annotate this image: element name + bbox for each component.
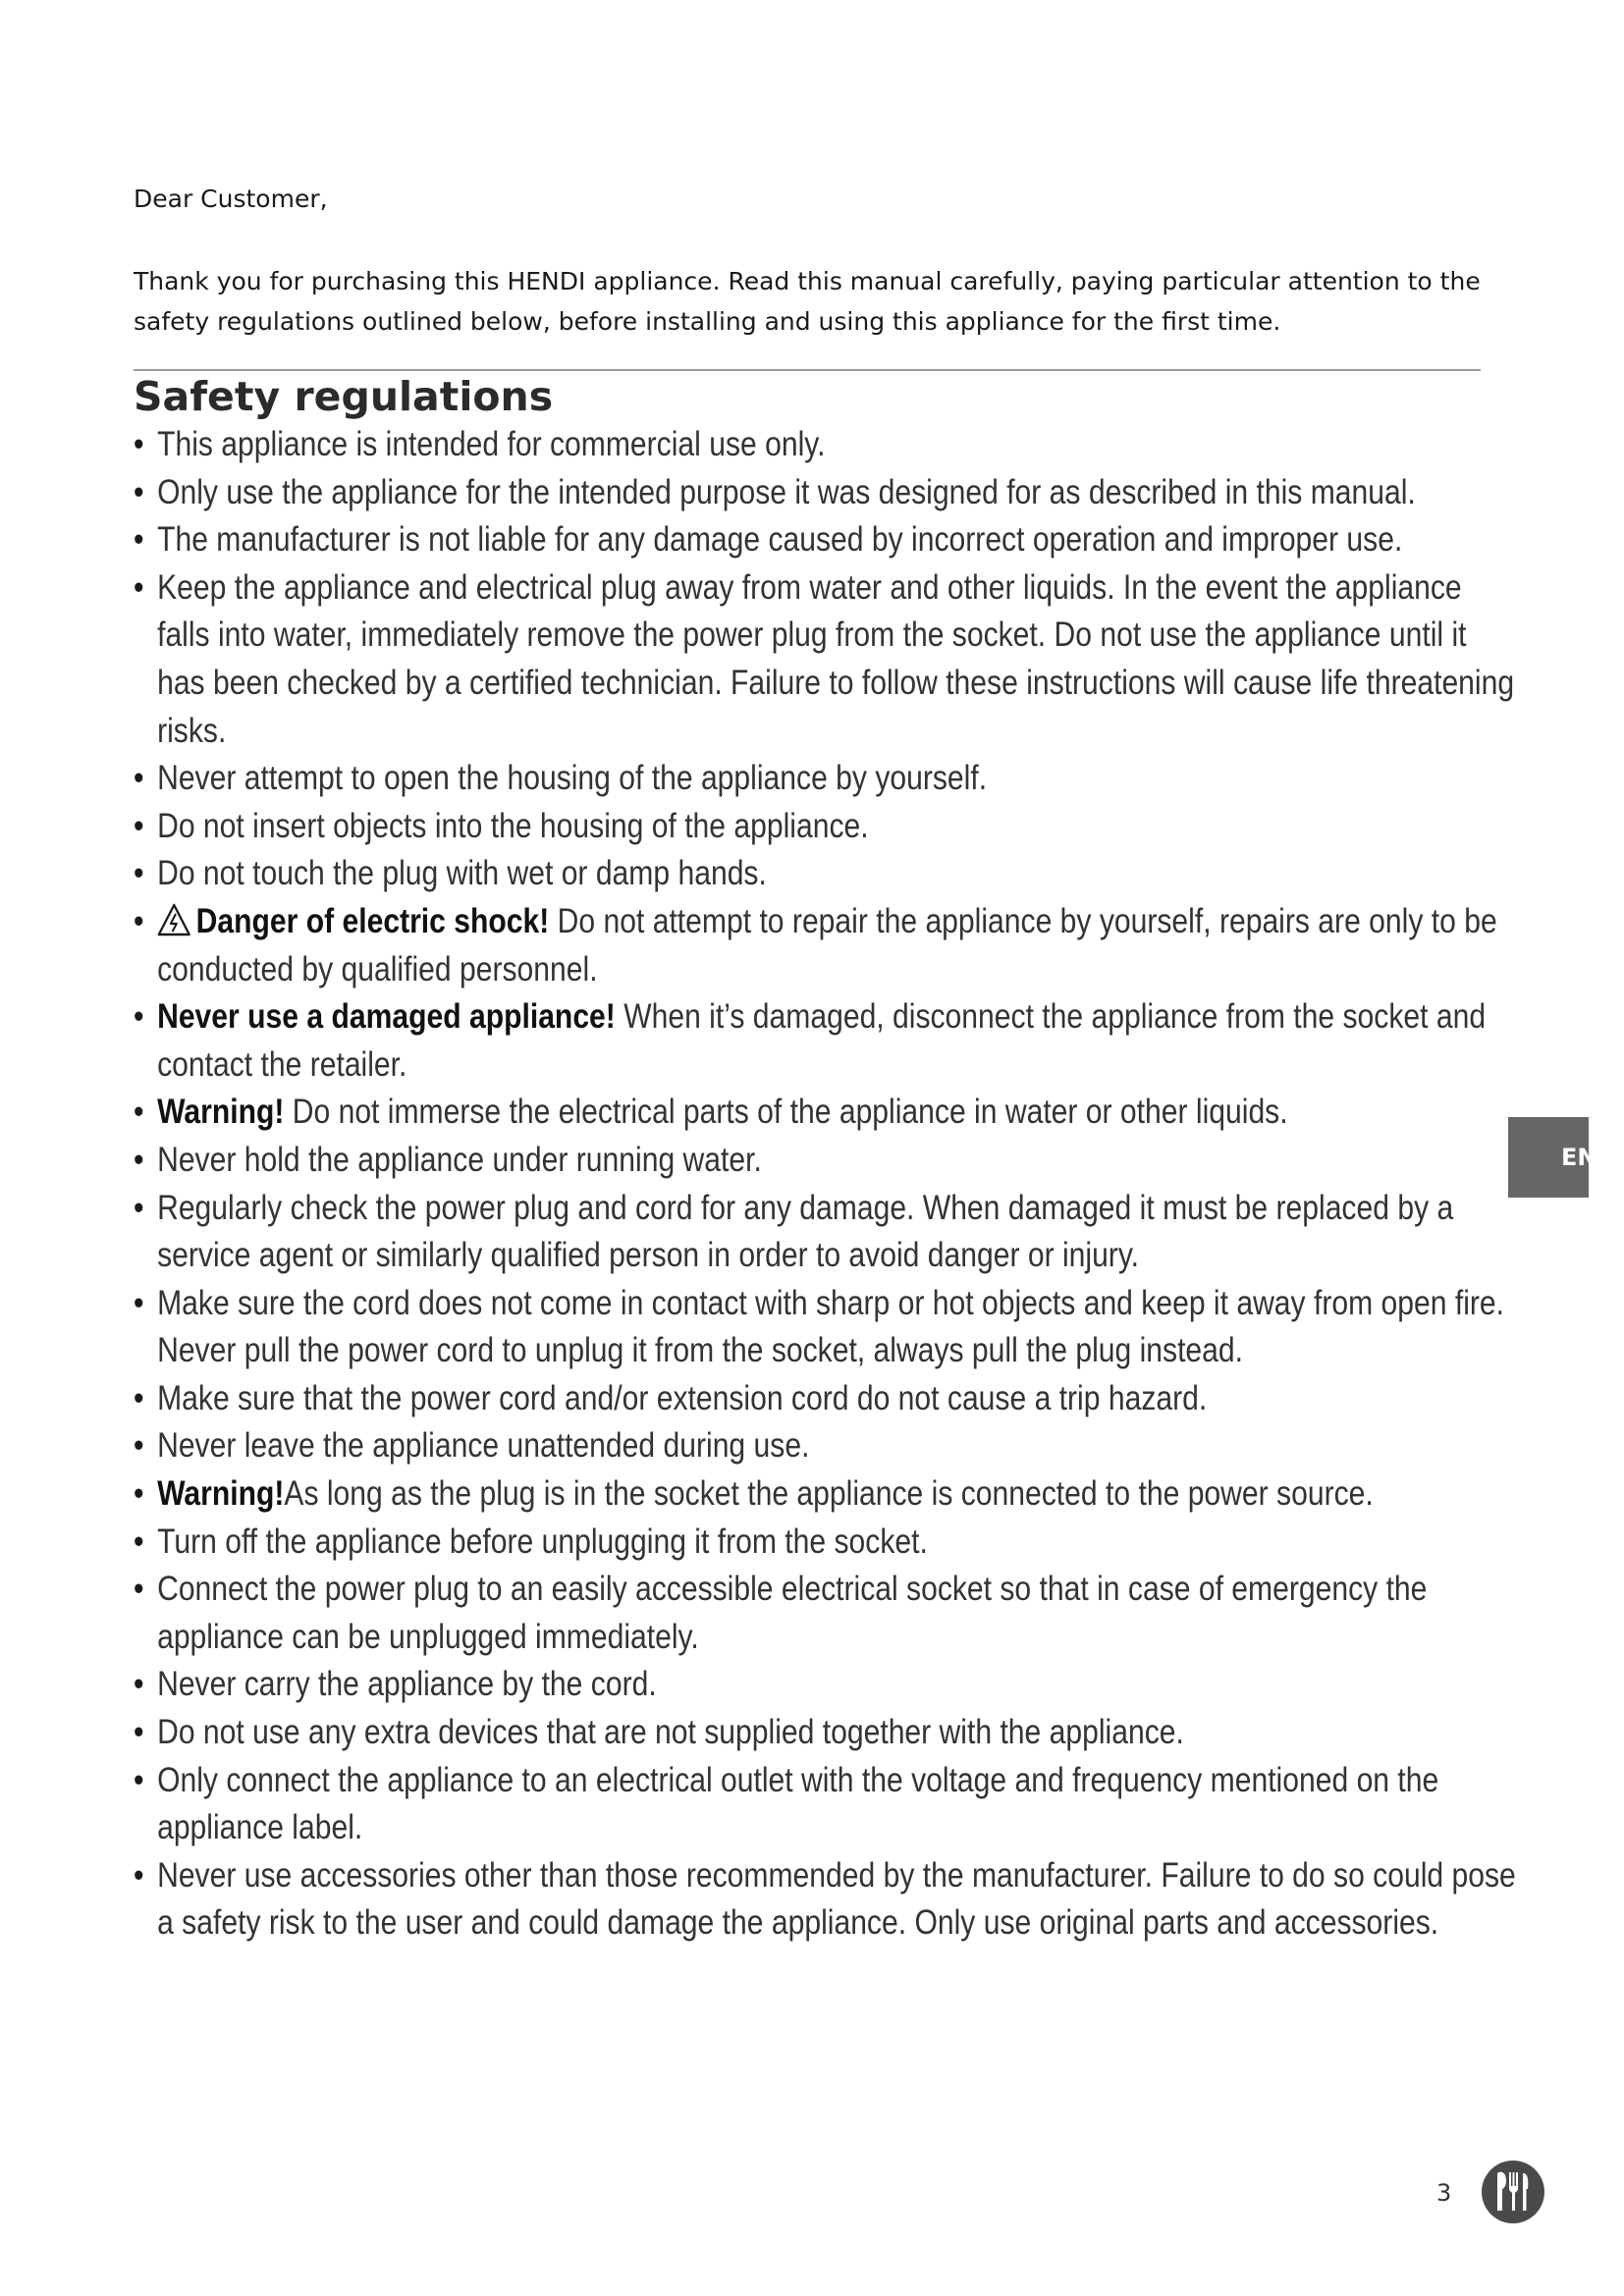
bullet: •	[134, 1140, 144, 1179]
safety-item	[134, 1089, 1518, 1137]
item-text: Make sure that the power cord and/or extension cord do not cause a trip hazard.	[157, 1378, 1208, 1417]
safety-list	[134, 421, 1518, 1948]
greeting: Dear Customer,	[134, 185, 328, 213]
safety-item	[134, 1661, 1518, 1709]
intro-paragraph: Thank you for purchasing this HENDI appliance. Read this manual carefully, paying particular attention to the safety regulations outlined below, before installing and using this appliance for the first time.	[134, 267, 1481, 336]
safety-item	[134, 1375, 1518, 1423]
item-text: Never use accessories other than those recommended by the manufacturer. Failure to do so could pose a safety risk to the user and could damage the appliance. Only use original parts and accessories.	[157, 1855, 1516, 1943]
item-text: This appliance is intended for commercial use only.	[157, 425, 826, 463]
item-emphasis: Never use a damaged appliance!	[157, 997, 616, 1037]
item-text: Do not touch the plug with wet or damp hands.	[157, 854, 767, 893]
bullet: •	[134, 567, 144, 607]
bullet: •	[134, 1570, 144, 1609]
item-text: Only connect the appliance to an electrical outlet with the voltage and frequency mentioned on the appliance label.	[157, 1760, 1439, 1847]
bullet: •	[134, 1188, 144, 1227]
safety-item	[134, 564, 1518, 755]
safety-item	[134, 1137, 1518, 1185]
bullet: •	[134, 854, 144, 893]
safety-item	[134, 1709, 1518, 1757]
item-text: Connect the power plug to an easily accessible electrical socket so that in case of emergency the appliance can be unplugged immediately.	[157, 1570, 1428, 1656]
item-emphasis: Warning!	[157, 1093, 285, 1132]
safety-item	[134, 1519, 1518, 1567]
item-text: Turn off the appliance before unplugging it from the socket.	[157, 1522, 928, 1561]
item-text: Regularly check the power plug and cord for any damage. When damaged it must be replaced by a service agent or similarly qualified person in order to avoid danger or injury.	[157, 1188, 1454, 1275]
page-number: 3	[1436, 2179, 1452, 2207]
item-text: Never carry the appliance by the cord.	[157, 1665, 657, 1704]
safety-item	[134, 1757, 1518, 1852]
item-text: Keep the appliance and electrical plug away from water and other liquids. In the event the appliance falls into water, immediately remove the power plug from the socket. Do not use the appliance until it has been checked by a certified technician. Failure to follow these instructions will cause life threatening risks.	[157, 567, 1515, 750]
item-text: Do not immerse the electrical parts of the appliance in water or other liquids.	[284, 1093, 1288, 1132]
safety-item-electric-shock	[134, 898, 1518, 993]
safety-item	[134, 421, 1518, 469]
item-text: Make sure the cord does not come in contact with sharp or hot objects and keep it away from open fire. Never pull the power cord to unplug it from the socket, always pull the plug instead.	[157, 1283, 1505, 1370]
safety-item	[134, 850, 1518, 898]
item-text: Only use the appliance for the intended purpose it was designed for as described in this manual.	[157, 472, 1416, 511]
bullet: •	[134, 1855, 144, 1895]
bullet: •	[134, 1522, 144, 1561]
bullet: •	[134, 520, 144, 560]
safety-item	[134, 1852, 1518, 1948]
safety-item	[134, 1422, 1518, 1470]
bullet: •	[134, 1378, 144, 1417]
safety-item	[134, 1280, 1518, 1375]
bullet: •	[134, 1760, 144, 1799]
item-emphasis: Danger of electric shock!	[195, 901, 550, 940]
item-text: Never leave the appliance unattended during use.	[157, 1426, 810, 1466]
safety-item	[134, 516, 1518, 564]
bullet: •	[134, 472, 144, 511]
bullet: •	[134, 425, 144, 463]
item-text: Never hold the appliance under running water.	[157, 1140, 762, 1179]
bullet: •	[134, 997, 144, 1037]
safety-item	[134, 803, 1518, 851]
bullet: •	[134, 759, 144, 798]
item-text: When it’s damaged, disconnect the appliance from the socket and contact the retailer.	[157, 997, 1487, 1084]
bullet: •	[134, 806, 144, 845]
safety-item	[134, 755, 1518, 803]
item-text: Do not use any extra devices that are not supplied together with the appliance.	[157, 1713, 1184, 1752]
electric-shock-warning-icon	[157, 903, 190, 936]
bullet: •	[134, 1665, 144, 1704]
bullet: •	[134, 1474, 144, 1514]
item-text: As long as the plug is in the socket the appliance is connected to the power source.	[284, 1474, 1374, 1514]
item-emphasis: Warning!	[157, 1474, 285, 1514]
item-text: Do not insert objects into the housing of the appliance.	[157, 806, 869, 845]
safety-item	[134, 1470, 1518, 1519]
bullet: •	[134, 901, 144, 940]
language-tab: EN	[1508, 1117, 1589, 1198]
item-text: The manufacturer is not liable for any damage caused by incorrect operation and improper use.	[157, 520, 1403, 560]
section-title: Safety regulations	[134, 373, 554, 420]
safety-item	[134, 469, 1518, 517]
safety-item	[134, 993, 1518, 1089]
item-text: Never attempt to open the housing of the appliance by yourself.	[157, 759, 988, 798]
safety-item	[134, 1185, 1518, 1280]
divider	[134, 369, 1481, 371]
bullet: •	[134, 1093, 144, 1132]
bullet: •	[134, 1426, 144, 1466]
bullet: •	[134, 1713, 144, 1752]
bullet: •	[134, 1283, 144, 1322]
safety-item	[134, 1566, 1518, 1661]
cutlery-logo-icon	[1481, 2160, 1545, 2224]
item-text: Do not attempt to repair the appliance by yourself, repairs are only to be conducted by qualified personnel.	[157, 901, 1497, 988]
